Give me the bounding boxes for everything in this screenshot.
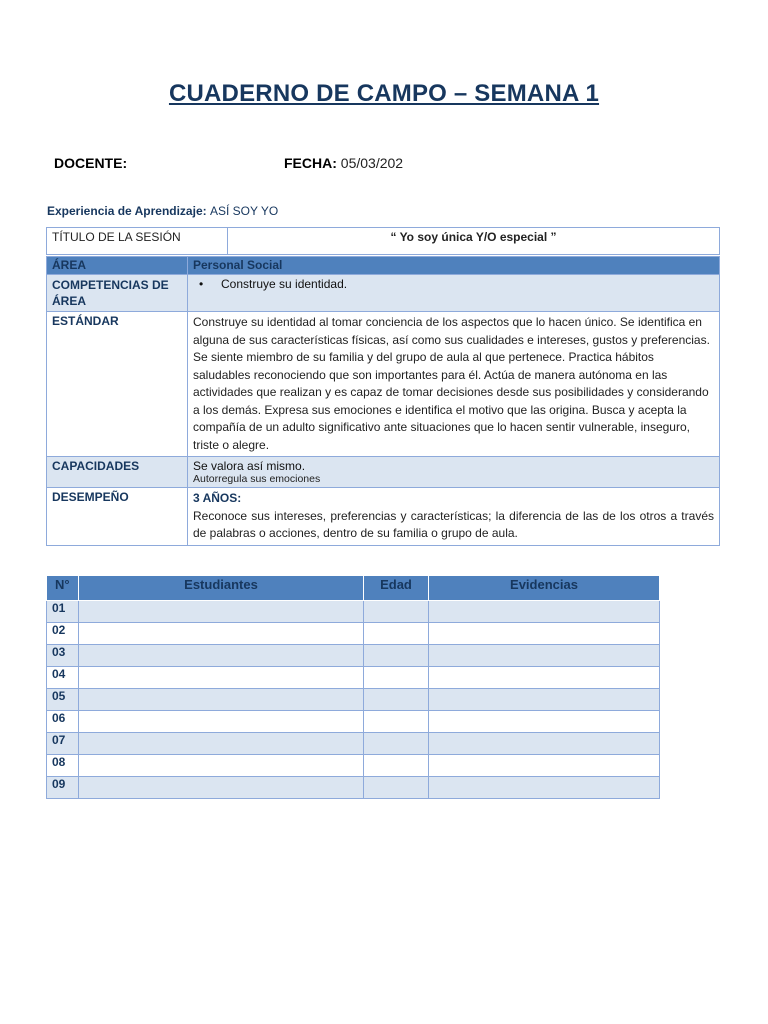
titulo-row <box>47 228 720 255</box>
student-age-cell[interactable] <box>364 711 429 733</box>
capacidades-row <box>47 457 720 488</box>
student-age-cell[interactable] <box>364 645 429 667</box>
docente-label: DOCENTE: <box>54 155 128 171</box>
student-evidence-cell[interactable] <box>429 689 660 711</box>
competencias-value: • Construye su identidad. <box>193 277 347 291</box>
desempeno-age: 3 AÑOS: <box>193 491 242 505</box>
table-row <box>47 623 660 645</box>
capacidades-value-1: Se valora así mismo. <box>193 459 306 473</box>
table-row <box>47 711 660 733</box>
students-header-row <box>47 576 660 601</box>
desempeno-value: Reconoce sus intereses, preferencias y características; la diferencia de las de los otros a través de palabras o acciones, dentro de su familia o grupo de aula. <box>193 508 714 540</box>
area-label: ÁREA <box>47 257 188 275</box>
area-row <box>47 257 720 275</box>
table-row <box>47 755 660 777</box>
student-name-cell[interactable] <box>79 733 364 755</box>
student-evidence-cell[interactable] <box>429 755 660 777</box>
table-row <box>47 645 660 667</box>
student-evidence-cell[interactable] <box>429 777 660 799</box>
estandar-value: Construye su identidad al tomar conciencia de los aspectos que lo hacen único. Se identifica en alguna de sus características físicas, así como sus cualidades e intereses, gustos y preferencias. Se siente miembro de su familia y del grupo de aula al que pertenece. Practica hábitos saludables reconociendo que son importantes para él. Actúa de manera autónoma en las actividades que realizan y es capaz de tomar decisiones desde sus posibilidades y considerando a los demás. Expresa sus emociones e identifica el motivo que las origina. Busca y acepta la compañía de un adulto significativo ante situaciones que lo hacen sentir vulnerable, inseguro, triste o alegre. <box>188 312 720 457</box>
experiencia-line <box>47 204 278 218</box>
competencias-label: COMPETENCIAS DE ÁREA <box>47 275 188 312</box>
row-number: 02 <box>47 623 79 645</box>
capacidades-value-2: Autorregula sus emociones <box>193 473 321 485</box>
header-edad: Edad <box>364 576 429 601</box>
experiencia-label: Experiencia de Aprendizaje: <box>47 204 207 218</box>
table-row <box>47 733 660 755</box>
header-estudiantes: Estudiantes <box>79 576 364 601</box>
experiencia-value: ASÍ SOY YO <box>209 204 279 218</box>
student-age-cell[interactable] <box>364 777 429 799</box>
table-row <box>47 777 660 799</box>
student-evidence-cell[interactable] <box>429 623 660 645</box>
row-number: 07 <box>47 733 79 755</box>
student-evidence-cell[interactable] <box>429 645 660 667</box>
student-name-cell[interactable] <box>79 623 364 645</box>
desempeno-row <box>47 488 720 546</box>
competencias-cell <box>188 275 720 312</box>
header-evidencias: Evidencias <box>429 576 660 601</box>
student-name-cell[interactable] <box>79 711 364 733</box>
session-table <box>46 227 720 255</box>
row-number: 04 <box>47 667 79 689</box>
page-title: CUADERNO DE CAMPO – SEMANA 1 <box>168 80 600 107</box>
student-age-cell[interactable] <box>364 755 429 777</box>
row-number: 06 <box>47 711 79 733</box>
student-age-cell[interactable] <box>364 667 429 689</box>
student-name-cell[interactable] <box>79 689 364 711</box>
student-age-cell[interactable] <box>364 733 429 755</box>
student-evidence-cell[interactable] <box>429 667 660 689</box>
fecha-label: FECHA: <box>284 155 337 171</box>
table-row <box>47 601 660 623</box>
desempeno-label: DESEMPEÑO <box>47 488 188 546</box>
student-name-cell[interactable] <box>79 667 364 689</box>
fecha-field <box>284 155 403 171</box>
student-age-cell[interactable] <box>364 689 429 711</box>
session-details-table <box>46 256 720 546</box>
student-evidence-cell[interactable] <box>429 733 660 755</box>
students-table <box>46 575 660 799</box>
row-number: 03 <box>47 645 79 667</box>
estandar-label: ESTÁNDAR <box>47 312 188 457</box>
student-age-cell[interactable] <box>364 601 429 623</box>
student-age-cell[interactable] <box>364 623 429 645</box>
student-name-cell[interactable] <box>79 645 364 667</box>
fecha-value: 05/03/202 <box>340 155 404 171</box>
row-number: 08 <box>47 755 79 777</box>
titulo-label: TÍTULO DE LA SESIÓN <box>47 228 228 255</box>
row-number: 01 <box>47 601 79 623</box>
student-name-cell[interactable] <box>79 755 364 777</box>
table-row <box>47 667 660 689</box>
area-value: Personal Social <box>188 257 720 275</box>
header-numero: N° <box>47 576 79 601</box>
capacidades-label: CAPACIDADES <box>47 457 188 488</box>
competencias-row <box>47 275 720 312</box>
student-name-cell[interactable] <box>79 777 364 799</box>
student-evidence-cell[interactable] <box>429 711 660 733</box>
row-number: 09 <box>47 777 79 799</box>
row-number: 05 <box>47 689 79 711</box>
students-body <box>47 601 660 799</box>
student-name-cell[interactable] <box>79 601 364 623</box>
student-evidence-cell[interactable] <box>429 601 660 623</box>
desempeno-cell <box>188 488 720 546</box>
estandar-row <box>47 312 720 457</box>
capacidades-cell <box>188 457 720 488</box>
titulo-value: “ Yo soy única Y/O especial ” <box>228 228 720 255</box>
table-row <box>47 689 660 711</box>
